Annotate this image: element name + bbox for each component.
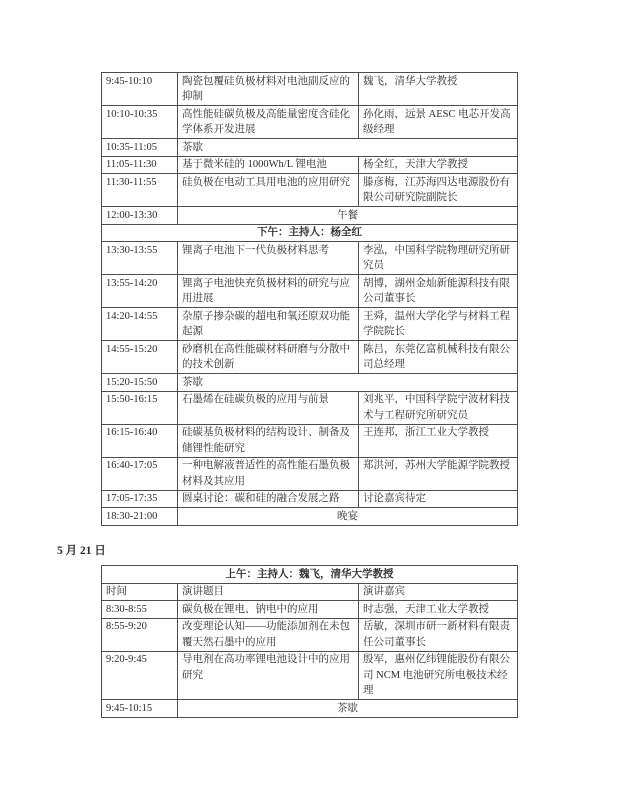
table-row: [102, 651, 518, 700]
talk-title-cell: 硅负极在电动工具用电池的应用研究: [178, 174, 359, 207]
table-row: [102, 601, 518, 619]
table-row: [102, 73, 518, 106]
time-cell: 15:20-15:50: [102, 374, 178, 392]
speaker-cell: 郑洪河，苏州大学能源学院教授: [359, 457, 518, 490]
schedule-table-day2: [101, 565, 518, 718]
time-cell: 9:45-10:10: [102, 73, 178, 106]
speaker-cell: 魏飞，清华大学教授: [359, 73, 518, 106]
time-cell: 14:55-15:20: [102, 341, 178, 374]
table-row: [102, 490, 518, 508]
time-cell: 11:30-11:55: [102, 174, 178, 207]
session-header-row: [102, 224, 518, 242]
schedule-table-day1: [101, 72, 518, 526]
talk-title-cell: 改变理论认知——功能添加剂在未包覆天然石墨中的应用: [178, 618, 359, 651]
time-cell: 17:05-17:35: [102, 490, 178, 508]
talk-title-cell: 一种电解液普适性的高性能石墨负极材料及其应用: [178, 457, 359, 490]
column-header-time: 时间: [102, 583, 178, 601]
talk-title-cell: 导电剂在高功率锂电池设计中的应用研究: [178, 651, 359, 700]
time-cell: 12:00-13:30: [102, 207, 178, 225]
time-cell: 8:30-8:55: [102, 601, 178, 619]
speaker-cell: 滕彦梅，江苏海四达电源股份有限公司研究院副院长: [359, 174, 518, 207]
lunch-label-cell: 午餐: [178, 207, 518, 225]
break-row: [102, 139, 518, 157]
table-row: [102, 156, 518, 174]
break-label-cell: 茶歇: [178, 700, 518, 718]
talk-title-cell: 石墨烯在硅碳负极的应用与前景: [178, 391, 359, 424]
time-cell: 9:20-9:45: [102, 651, 178, 700]
talk-title-cell: 基于微米硅的 1000Wh/L 锂电池: [178, 156, 359, 174]
column-header-speaker: 演讲嘉宾: [359, 583, 518, 601]
talk-title-cell: 锂离子电池下一代负极材料思考: [178, 242, 359, 275]
speaker-cell: 时志强，天津工业大学教授: [359, 601, 518, 619]
time-cell: 10:35-11:05: [102, 139, 178, 157]
column-header-row: [102, 583, 518, 601]
table-row: [102, 618, 518, 651]
table-row: [102, 174, 518, 207]
time-cell: 10:10-10:35: [102, 106, 178, 139]
date-heading: 5 月 21 日: [57, 545, 106, 557]
talk-title-cell: 高性能硅碳负极及高能量密度含硅化学体系开发进展: [178, 106, 359, 139]
speaker-cell: 岳敏，深圳市研一新材料有限责任公司董事长: [359, 618, 518, 651]
time-cell: 11:05-11:30: [102, 156, 178, 174]
time-cell: 16:40-17:05: [102, 457, 178, 490]
talk-title-cell: 锂离子电池快充负极材料的研究与应用进展: [178, 275, 359, 308]
dinner-row: [102, 508, 518, 526]
time-cell: 9:45-10:15: [102, 700, 178, 718]
talk-title-cell: 硅碳基负极材料的结构设计、制备及储锂性能研究: [178, 424, 359, 457]
talk-title-cell: 陶瓷包覆硅负极材料对电池副反应的抑制: [178, 73, 359, 106]
table-row: [102, 275, 518, 308]
table-row: [102, 391, 518, 424]
dinner-label-cell: 晚宴: [178, 508, 518, 526]
time-cell: 16:15-16:40: [102, 424, 178, 457]
time-cell: 13:55-14:20: [102, 275, 178, 308]
time-cell: 8:55-9:20: [102, 618, 178, 651]
talk-title-cell: 杂原子掺杂碳的超电和氧还原双功能起源: [178, 308, 359, 341]
table-row: [102, 424, 518, 457]
speaker-cell: 李泓，中国科学院物理研究所研究员: [359, 242, 518, 275]
table-row: [102, 106, 518, 139]
session-header-cell: 下午：主持人：杨全红: [102, 224, 518, 242]
session-header-cell: 上午：主持人：魏飞，清华大学教授: [102, 566, 518, 584]
speaker-cell: 陈吕，东莞亿富机械科技有限公司总经理: [359, 341, 518, 374]
break-row: [102, 700, 518, 718]
speaker-cell: 王舜，温州大学化学与材料工程学院院长: [359, 308, 518, 341]
speaker-cell: 讨论嘉宾待定: [359, 490, 518, 508]
speaker-cell: 殷军，惠州亿纬锂能股份有限公司 NCM 电池研究所电极技术经理: [359, 651, 518, 700]
speaker-cell: 王连邦，浙江工业大学教授: [359, 424, 518, 457]
break-label-cell: 茶歇: [178, 374, 518, 392]
column-header-title: 演讲题目: [178, 583, 359, 601]
speaker-cell: 孙化雨，远景 AESC 电芯开发高级经理: [359, 106, 518, 139]
lunch-row: [102, 207, 518, 225]
session-header-row: [102, 566, 518, 584]
break-row: [102, 374, 518, 392]
table-row: [102, 457, 518, 490]
talk-title-cell: 砂磨机在高性能碳材料研磨与分散中的技术创新: [178, 341, 359, 374]
speaker-cell: 杨全红，天津大学教授: [359, 156, 518, 174]
time-cell: 18:30-21:00: [102, 508, 178, 526]
table-row: [102, 308, 518, 341]
time-cell: 13:30-13:55: [102, 242, 178, 275]
speaker-cell: 刘兆平，中国科学院宁波材料技术与工程研究所研究员: [359, 391, 518, 424]
break-label-cell: 茶歇: [178, 139, 518, 157]
talk-title-cell: 碳负极在锂电、钠电中的应用: [178, 601, 359, 619]
talk-title-cell: 圆桌讨论：碳和硅的融合发展之路: [178, 490, 359, 508]
table-row: [102, 341, 518, 374]
time-cell: 15:50-16:15: [102, 391, 178, 424]
time-cell: 14:20-14:55: [102, 308, 178, 341]
speaker-cell: 胡博，湖州金灿新能源科技有限公司董事长: [359, 275, 518, 308]
table-row: [102, 242, 518, 275]
